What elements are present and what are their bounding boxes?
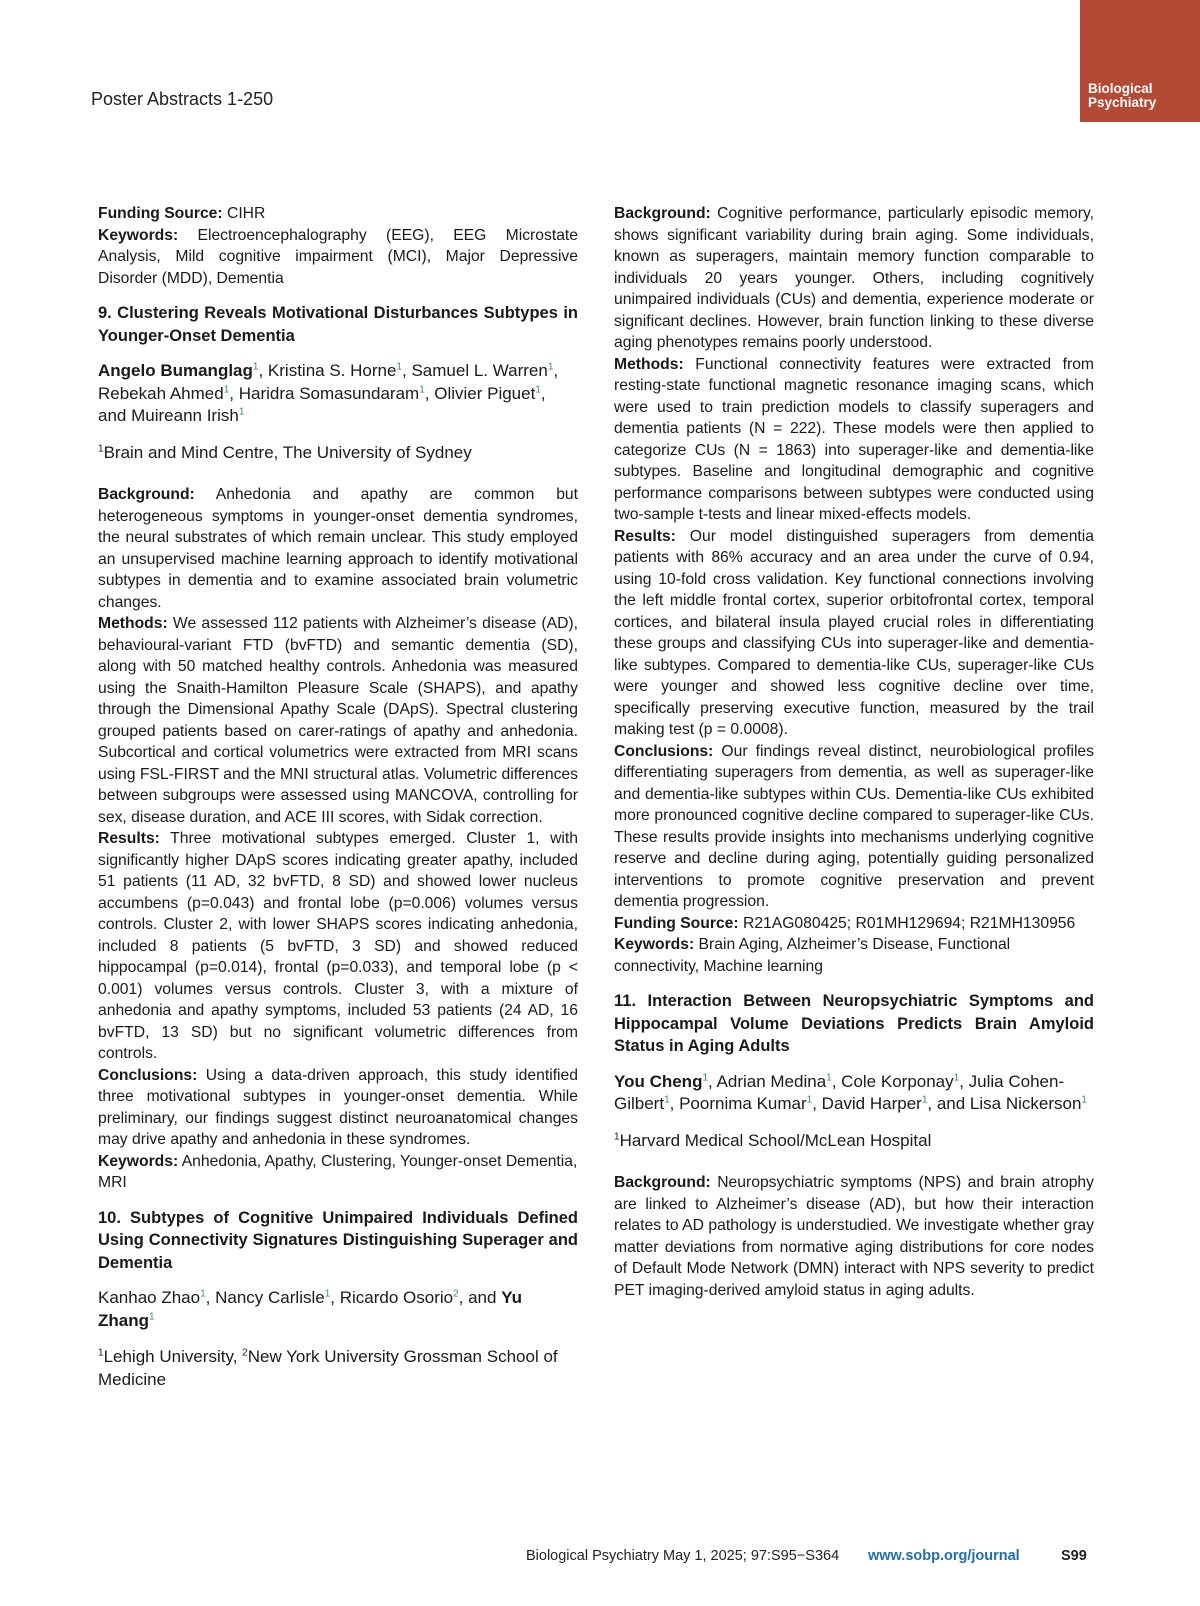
abstract-10-background: Background: Cognitive performance, particularly episodic memory, shows significant variability during brain aging. Some individuals, known as superagers, maintain memory function comparable to individuals 20 years younger. Others, including cognitively unimpaired individuals (CUs) and dementia, experience moderate or significant declines. However, brain function linking to these diverse aging phenotypes remains poorly understood. bbox=[614, 205, 1094, 351]
author-affiliation-marker: 1 bbox=[547, 361, 554, 373]
author-name: Kanhao Zhao bbox=[98, 1288, 201, 1307]
author-separator: , bbox=[669, 1094, 680, 1113]
author-affiliation-marker: 1 bbox=[149, 1310, 155, 1322]
author-name: Kristina S. Horne bbox=[267, 361, 397, 380]
author-separator: , bbox=[258, 361, 268, 380]
running-header: Poster Abstracts 1-250 bbox=[91, 89, 274, 109]
footer-journal-link[interactable]: www.sobp.org/journal bbox=[868, 1548, 1020, 1564]
author-name: Poornima Kumar bbox=[679, 1094, 807, 1113]
author-separator: , bbox=[401, 361, 407, 380]
author-separator: , bbox=[831, 1071, 842, 1091]
author-name: Adrian Medina bbox=[716, 1071, 827, 1091]
abstract-10-keywords: Keywords: Brain Aging, Alzheimer’s Disease, Functional connectivity, Machine learning bbox=[614, 936, 1011, 975]
author-name: Nancy Carlisle bbox=[215, 1288, 325, 1307]
prev-keywords: Keywords: Electroencephalography (EEG), EEG Microstate Analysis, Mild cognitive impairment (MCI), Major Depressive Disorder (MDD), Dementia bbox=[98, 226, 578, 287]
abstract-11-background: Background: Neuropsychiatric symptoms (NPS) and brain atrophy are linked to Alzheimer’s disease (AD), but how their interaction relates to AD pathology is understudied. We investigate whether gray matter deviations from normative aging distributions for core nodes of Default Mode Network (DMN) interact with NPS severity to predict PET imaging-derived amyloid status in aging adults. bbox=[614, 1174, 1094, 1299]
abstract-10-methods: Methods: Functional connectivity features were extracted from resting-state functional magnetic resonance imaging scans, which were used to train prediction models to classify superagers and dementia patients (N = 222). These models were then applied to categorize CUs (N = 1863) into superager-like and dementia-like subtypes. Baseline and longitudinal demographic and cognitive performance comparisons between subtypes were conducted using two-sample t-tests and linear mixed-effects models. bbox=[614, 355, 1094, 523]
author-affiliation-marker: 1 bbox=[535, 383, 541, 395]
author-affiliation-marker: 1 bbox=[252, 361, 259, 373]
author-name: Samuel L. Warren bbox=[411, 361, 548, 380]
author-affiliation-marker: 1 bbox=[953, 1071, 960, 1083]
abstract-10-funding: Funding Source: R21AG080425; R01MH129694; R21MH130956 bbox=[614, 914, 1076, 932]
author-separator: , bbox=[205, 1288, 216, 1307]
author-name: and Lisa Nickerson bbox=[936, 1094, 1082, 1113]
author-affiliation-marker: 1 bbox=[1081, 1094, 1087, 1106]
author-name: Haridra Somasundaram bbox=[238, 383, 420, 403]
author-separator: , and bbox=[458, 1288, 497, 1307]
author-affiliation-marker: 1 bbox=[826, 1071, 832, 1083]
author-affiliation-marker: 1 bbox=[200, 1288, 206, 1300]
author-name: You Cheng bbox=[614, 1071, 703, 1091]
journal-badge-text: Biological Psychiatry bbox=[1088, 81, 1157, 110]
author-affiliation-marker: 1 bbox=[324, 1288, 331, 1300]
author-name: Yu Zhang bbox=[98, 1288, 522, 1330]
page-number: S99 bbox=[1061, 1548, 1087, 1564]
abstract-11-title: 11. Interaction Between Neuropsychiatric Symptoms and Hippocampal Volume Deviations Predicts Brain Amyloid Status in Aging Adults bbox=[614, 992, 1094, 1055]
footer-citation: Biological Psychiatry May 1, 2025; 97:S95−S364 bbox=[526, 1548, 840, 1564]
author-affiliation-marker: 1 bbox=[396, 361, 402, 373]
author-separator: , bbox=[424, 383, 435, 403]
author-affiliation-marker: 1 bbox=[664, 1094, 670, 1106]
abstract-10-conclusions: Conclusions: Our findings reveal distinct, neurobiological profiles differentiating superagers from dementia, as well as superager-like and dementia-like subtypes within CUs. Dementia-like CUs exhibited more pronounced cognitive decline compared to superager-like CUs. These results provide insights into mechanisms underlying cognitive reserve and decline during aging, potentially guiding personalized interventions to promote cognitive preservation and prevent dementia progression. bbox=[614, 742, 1094, 910]
author-separator: , bbox=[553, 361, 559, 380]
abstract-10-results: Results: Our model distinguished superagers from dementia patients with 86% accuracy and an area under the curve of 0.94, using 10-fold cross validation. Key functional connections involving the left middle frontal cortex, superior orbitofrontal cortex, temporal cortices, and bilateral insula played crucial roles in differentiating these groups and classifying CUs into superager-like and dementia-like subtypes. Compared to dementia-like CUs, superager-like CUs were younger and showed less cognitive decline over time, specifically preserving executive function, measured by the trail making test (p = 0.0008). bbox=[614, 527, 1094, 738]
author-name: Cole Korponay bbox=[841, 1071, 954, 1091]
abstract-9-background: Background: Anhedonia and apathy are common but heterogeneous symptoms in younger-onset dementia syndromes, the neural substrates of which remain unclear. This study employed an unsupervised machine learning approach to identify motivational subtypes in dementia and to examine associated brain volumetric changes. bbox=[98, 486, 578, 611]
abstract-10-title: 10. Subtypes of Cognitive Unimpaired Individuals Defined Using Connectivity Signatures Distinguishing Superager and Dementia bbox=[98, 1208, 578, 1272]
abstract-10-affiliation: $^1$Lehigh University, $^2$New York University Grossman School of Medicine bbox=[98, 1347, 558, 1389]
abstract-9-methods: Methods: We assessed 112 patients with Alzheimer’s disease (AD), behavioural-variant FTD (bvFTD) and semantic dementia (SD), along with 50 matched healthy controls. Anhedonia was measured using the Snaith-Hamilton Pleasure Scale (SHAPS), and apathy through the Dimensional Apathy Scale (DApS). Spectral clustering grouped patients based on carer-ratings of apathy and anhedonia. Subcortical and cortical volumetrics were extracted from MRI scans using FSL-FIRST and the MNI structural atlas. Volumetric differences between subgroups were assessed using MANCOVA, controlling for sex, disease duration, and ACE III scores, with Sidak correction. bbox=[98, 615, 578, 826]
left-column bbox=[98, 203, 578, 1411]
abstract-9-affiliation: $^1$Brain and Mind Centre, The University of Sydney bbox=[98, 442, 472, 462]
abstract-9-authors bbox=[98, 360, 578, 428]
author-affiliation-marker: 1 bbox=[806, 1094, 813, 1106]
author-separator: , bbox=[229, 383, 234, 403]
abstract-11-affiliation: $^1$Harvard Medical School/McLean Hospital bbox=[614, 1130, 932, 1150]
journal-badge bbox=[1080, 0, 1200, 122]
author-separator: , bbox=[959, 1071, 969, 1091]
author-name: Olivier Piguet bbox=[434, 383, 536, 403]
author-name: Ricardo Osorio bbox=[339, 1288, 454, 1307]
author-affiliation-marker: 1 bbox=[921, 1094, 928, 1106]
author-separator: , bbox=[812, 1094, 822, 1113]
author-affiliation-marker: 1 bbox=[702, 1071, 709, 1083]
abstract-9-keywords: Keywords: Anhedonia, Apathy, Clustering, Younger-onset Dementia, MRI bbox=[98, 1152, 578, 1191]
author-name: Rebekah Ahmed bbox=[98, 383, 224, 403]
abstract-10-authors bbox=[98, 1287, 578, 1332]
abstract-11-authors bbox=[614, 1071, 1094, 1116]
author-name: Julia Cohen-Gilbert bbox=[614, 1071, 1065, 1113]
author-affiliation-marker: 2 bbox=[453, 1288, 459, 1300]
abstract-9-results: Results: Three motivational subtypes emerged. Cluster 1, with significantly higher DApS scores indicating greater apathy, included 51 patients (11 AD, 32 bvFTD, 8 SD) and showed lower nucleus accumbens (p=0.043) and frontal lobe (p=0.006) volumes versus controls. Cluster 2, with lower SHAPS scores indicating anhedonia, included 8 patients (5 bvFTD, 3 SD) and showed reduced hippocampal (p=0.014), frontal (p=0.033), and temporal lobe (p < 0.001) volumes versus controls. Cluster 3, with a mixture of anhedonia and apathy symptoms, included 53 patients (24 AD, 16 bvFTD, 13 SD) but no significant volumetric differences from controls. bbox=[98, 830, 578, 1062]
author-affiliation-marker: 1 bbox=[238, 406, 245, 418]
abstract-9-conclusions: Conclusions: Using a data-driven approach, this study identified three motivational subtypes in younger-onset dementia. While preliminary, our findings suggest distinct neuroanatomical changes may drive apathy and anhedonia in these syndromes. bbox=[98, 1066, 578, 1148]
author-separator: , bbox=[708, 1071, 717, 1091]
author-separator: , bbox=[927, 1094, 937, 1113]
author-name: Angelo Bumanglag bbox=[98, 361, 253, 380]
author-affiliation-marker: 1 bbox=[419, 383, 425, 395]
prev-funding: Funding Source: CIHR bbox=[98, 205, 266, 222]
abstract-9-title: 9. Clustering Reveals Motivational Disturbances Subtypes in Younger-Onset Dementia bbox=[98, 304, 578, 345]
author-separator: , and bbox=[98, 383, 546, 425]
right-column bbox=[614, 203, 1094, 1301]
author-name: Muireann Irish bbox=[131, 406, 239, 425]
author-name: David Harper bbox=[821, 1094, 922, 1113]
author-separator: , bbox=[330, 1288, 340, 1307]
author-affiliation-marker: 1 bbox=[223, 383, 230, 395]
